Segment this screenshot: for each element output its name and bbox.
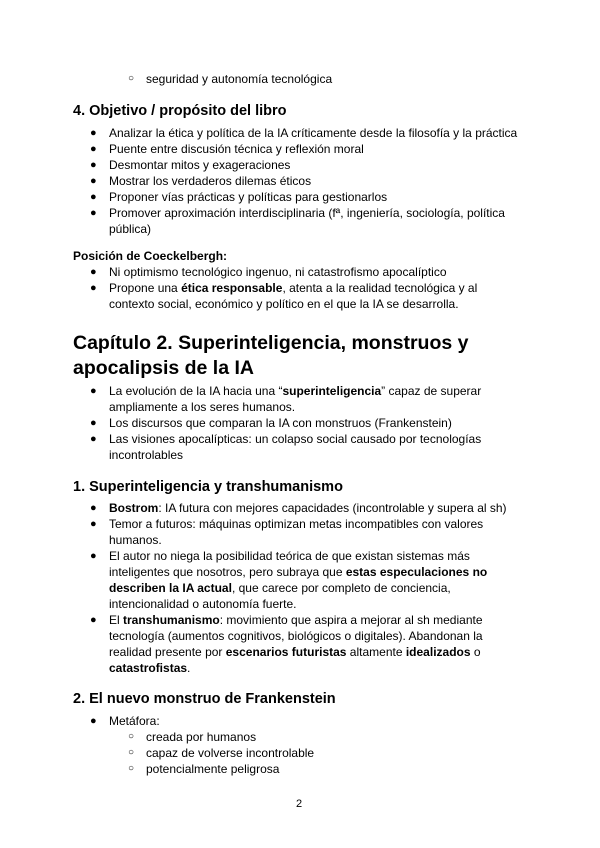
list-item-continuation: tecnología (aumentos cognitivos, biológicos o digitales). Abandonan la — [109, 629, 483, 643]
text-run: : movimiento que aspira a mejorar al sh mediante — [219, 613, 483, 627]
bullet-icon: ● — [90, 282, 97, 294]
circle-bullet-icon: ○ — [128, 747, 135, 758]
list-item-continuation — [109, 660, 190, 676]
section-heading: 2. El nuevo monstruo de Frankenstein — [73, 691, 336, 707]
bold-text: describen la IA actual — [109, 581, 232, 595]
bold-text: catastrofistas — [109, 661, 188, 675]
circle-bullet-icon: ○ — [128, 73, 135, 84]
bullet-icon: ● — [90, 417, 97, 429]
list-item-continuation: intencionalidad o autonomía fuerte. — [109, 597, 297, 611]
chapter-title: Capítulo 2. Superinteligencia, monstruos y — [73, 332, 469, 354]
section-heading: 4. Objetivo / propósito del libro — [73, 103, 287, 119]
text-run: realidad presente por — [109, 645, 226, 659]
bullet-icon: ● — [90, 385, 97, 397]
text-run: Propone una — [109, 281, 182, 295]
list-item-continuation: ampliamente a los seres humanos. — [109, 400, 296, 414]
bullet-icon: ● — [90, 191, 97, 203]
list-item — [109, 612, 483, 628]
list-item-continuation: pública) — [109, 222, 152, 236]
bullet-icon: ● — [90, 207, 97, 219]
sub-list-item: creada por humanos — [146, 730, 257, 744]
list-item-continuation: contexto social, económico y político en el que la IA se desarrolla. — [109, 297, 459, 311]
text-run: . — [187, 661, 191, 675]
list-item-continuation — [109, 580, 451, 596]
text-run: El — [109, 613, 124, 627]
bold-text: transhumanismo — [123, 613, 220, 627]
bullet-icon: ● — [90, 614, 97, 626]
list-item: Temor a futuros: máquinas optimizan metas incompatibles con valores — [109, 517, 484, 531]
list-item: Puente entre discusión técnica y reflexión moral — [109, 142, 364, 156]
list-item: Los discursos que comparan la IA con monstruos (Frankenstein) — [109, 416, 452, 430]
list-item: Ni optimismo tecnológico ingenuo, ni catastrofismo apocalíptico — [109, 265, 447, 279]
bullet-icon: ● — [90, 143, 97, 155]
bullet-icon: ● — [90, 433, 97, 445]
bullet-icon: ● — [90, 127, 97, 139]
list-item — [109, 500, 507, 516]
list-item: Mostrar los verdaderos dilemas éticos — [109, 174, 312, 188]
bullet-icon: ● — [90, 175, 97, 187]
list-item: Proponer vías prácticas y políticas para gestionarlos — [109, 190, 388, 204]
text-run: o — [470, 645, 481, 659]
bullet-icon: ● — [90, 266, 97, 278]
list-item-continuation — [109, 644, 481, 660]
list-item-continuation: humanos. — [109, 533, 162, 547]
text-run: altamente — [346, 645, 406, 659]
bullet-icon: ● — [90, 159, 97, 171]
list-item-continuation: incontrolables — [109, 448, 184, 462]
text-run: , que carece por completo de conciencia, — [231, 581, 451, 595]
list-item: Las visiones apocalípticas: un colapso social causado por tecnologías — [109, 432, 482, 446]
list-item-continuation — [109, 564, 487, 580]
list-item — [109, 280, 477, 296]
text-run: La evolución de la IA hacia una “ — [109, 384, 283, 398]
sub-list-item: capaz de volverse incontrolable — [146, 746, 315, 760]
position-heading: Posición de Coeckelbergh: — [73, 249, 228, 263]
bold-text: estas especulaciones no — [345, 565, 488, 579]
bold-text: ética responsable — [181, 281, 283, 295]
bullet-icon: ● — [90, 502, 97, 514]
page-number: 2 — [296, 798, 303, 810]
bold-text: escenarios futuristas — [225, 645, 347, 659]
sub-list-item: potencialmente peligrosa — [146, 762, 280, 776]
list-item: seguridad y autonomía tecnológica — [146, 72, 333, 86]
list-item: Promover aproximación interdisciplinaria (fª, ingeniería, sociología, política — [109, 206, 505, 220]
bold-text: Bostrom — [109, 501, 159, 515]
circle-bullet-icon: ○ — [128, 731, 135, 742]
circle-bullet-icon: ○ — [128, 763, 135, 774]
text-run: : IA futura con mejores capacidades (incontrolable y supera al sh) — [158, 501, 507, 515]
bold-text: idealizados — [405, 645, 471, 659]
list-item — [109, 383, 481, 399]
bullet-icon: ● — [90, 715, 97, 727]
chapter-title-continuation: apocalipsis de la IA — [73, 357, 254, 379]
list-item: Analizar la ética y política de la IA críticamente desde la filosofía y la práctica — [109, 126, 518, 140]
bullet-icon: ● — [90, 550, 97, 562]
section-heading: 1. Superinteligencia y transhumanismo — [73, 479, 343, 495]
list-item: Metáfora: — [109, 714, 160, 728]
bold-text: superinteligencia — [282, 384, 382, 398]
bullet-icon: ● — [90, 518, 97, 530]
text-run: , atenta a la realidad tecnológica y al — [282, 281, 478, 295]
list-item: Desmontar mitos y exageraciones — [109, 158, 291, 172]
text-run: ” capaz de superar — [381, 384, 482, 398]
text-run: inteligentes que nosotros, pero subraya que — [109, 565, 346, 579]
list-item: El autor no niega la posibilidad teórica de que existan sistemas más — [109, 549, 470, 563]
